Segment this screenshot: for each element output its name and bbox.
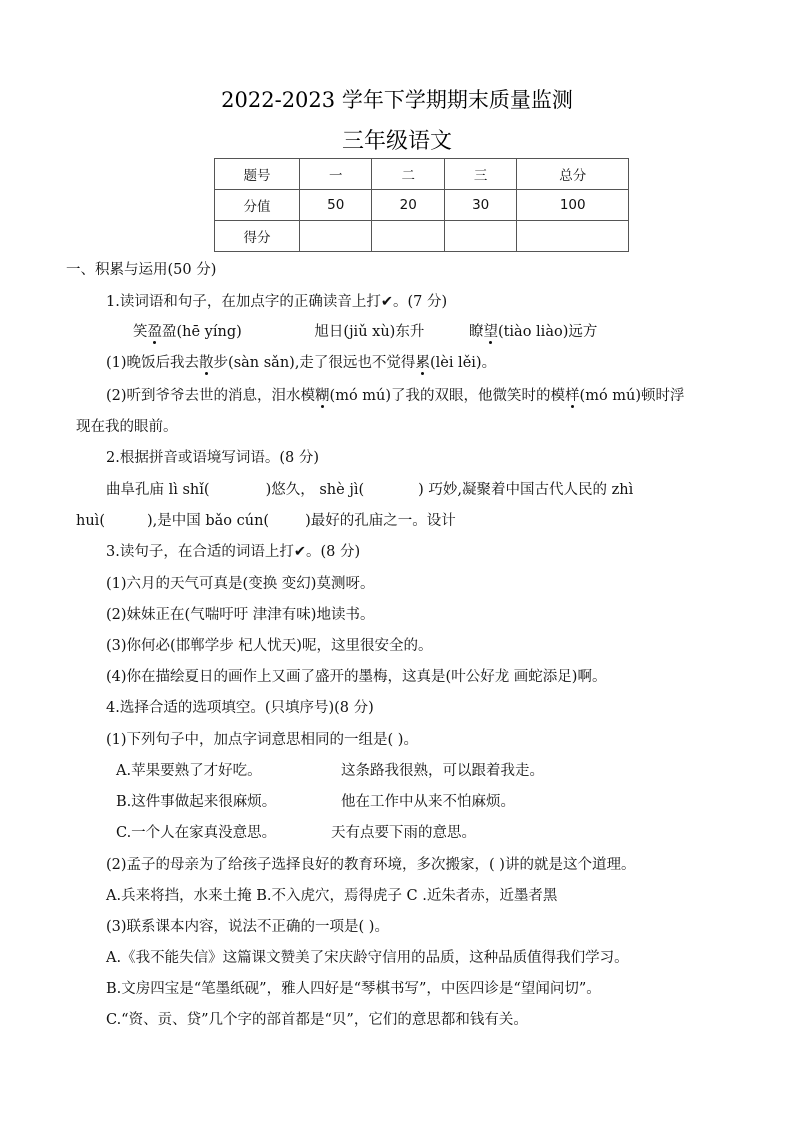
text: ),是中国 bǎo cún( (146, 513, 270, 529)
text: huì( (76, 513, 105, 529)
option-a-pair (341, 761, 544, 781)
text: (mó mú)顿时浮 (579, 388, 685, 404)
text: (2)听到爷爷去世的消息，泪水 (106, 388, 301, 404)
table-row (215, 159, 629, 190)
text: B.这件事做起来很麻烦。 (116, 794, 277, 810)
text: 天有点要下雨的意思。 (331, 825, 476, 841)
dotted-char: 望 (483, 324, 498, 340)
text: 这条路我很熟，可以跟着我走。 (341, 763, 544, 779)
table-cell: 题号 (215, 159, 300, 190)
text: 模 (300, 388, 316, 404)
question-1-sentence-2 (106, 386, 685, 406)
table-cell: 一 (300, 159, 372, 190)
question-4-option-c: C.“资、贡、贷”几个字的部首都是“贝”，它们的意思都和钱有关。 (106, 1012, 528, 1028)
text: (1)晚饭后我去 (106, 355, 200, 371)
exam-subtitle: 三年级语文 (341, 129, 452, 154)
word-text: 笑 (133, 324, 148, 340)
dotted-char: 散 (199, 355, 214, 371)
question-3-stem: 3.读句子，在合适的词语上打✔。(8 分) (106, 544, 361, 560)
text: ) 巧妙,凝聚着中国古代人民的 zhì (418, 482, 634, 498)
question-4-part-2-options: A.兵来将挡，水来土掩 B.不入虎穴，焉得虎子 C .近朱者赤，近墨者黑 (106, 888, 558, 904)
question-4-stem: 4.选择合适的选项填空。(只填序号)(8 分) (106, 700, 374, 716)
table-cell: 得分 (215, 221, 300, 252)
question-3-item: (4)你在描绘夏日的画作上又画了盛开的墨梅，这真是(叶公好龙 画蛇添足)啊。 (106, 669, 607, 685)
dotted-char: 糊 (315, 388, 330, 404)
word-text: (tiào liào)远方 (497, 324, 598, 340)
score-input-cell[interactable] (517, 221, 629, 252)
section-heading: 一、积累与运用(50 分) (66, 262, 217, 278)
text: 曲阜孔庙 lì shǐ( (106, 482, 210, 498)
score-input-cell[interactable] (372, 221, 444, 252)
table-row (215, 190, 629, 221)
text: C.一个人在家真没意思。 (116, 825, 277, 841)
text: 步(sàn sǎn),走了很远也不觉得 (213, 355, 416, 371)
question-3-item: (3)你何必(邯郸学步 杞人忧天)呢，这里很安全的。 (106, 638, 433, 654)
table-cell: 30 (444, 190, 516, 221)
question-4-part-3: (3)联系课本内容，说法不正确的一项是( )。 (106, 919, 389, 935)
table-row (215, 221, 629, 252)
option-c (116, 823, 276, 843)
option-b-pair (341, 792, 515, 812)
text: 他在工作中从来不怕麻烦。 (341, 794, 515, 810)
dotted-char: 盈 (147, 324, 162, 340)
score-input-cell[interactable] (300, 221, 372, 252)
question-1-sentence-1 (106, 353, 496, 373)
question-3-item: (1)六月的天气可真是(变换 变幻)莫测呀。 (106, 576, 375, 592)
option-c-pair (331, 823, 476, 843)
question-4-option-a: A.《我不能失信》这篇课文赞美了宋庆龄守信用的品质，这种品质值得我们学习。 (106, 950, 629, 966)
question-1-stem: 1.读词语和句子，在加点字的正确读音上打✔。(7 分) (106, 294, 448, 310)
text: A.苹果要熟了才好吃。 (116, 763, 262, 779)
exam-title: 2022-2023 学年下学期期末质量监测 (221, 88, 573, 112)
text: )悠久， (265, 482, 315, 498)
score-table (214, 158, 629, 252)
table-cell: 二 (372, 159, 444, 190)
table-cell: 三 (444, 159, 516, 190)
word-text: 盈(hē yíng) (162, 324, 242, 340)
text: shè jì( (319, 482, 365, 498)
question-2-line-1 (106, 480, 633, 500)
text: (mó mú)了我的双眼，他微笑时的模 (329, 388, 566, 404)
question-4-option-b: B.文房四宝是“笔墨纸砚”，雅人四好是“琴棋书写”，中医四诊是“望闻问切”。 (106, 981, 601, 997)
score-input-cell[interactable] (444, 221, 516, 252)
question-3-item: (2)妹妹正在(气喘吁吁 津津有味)地读书。 (106, 607, 375, 623)
table-cell: 50 (300, 190, 372, 221)
text: )最好的孔庙之一。设计 (305, 513, 456, 529)
word-text: 瞭 (468, 324, 484, 340)
option-b (116, 792, 276, 812)
question-1-sentence-2-cont: 现在我的眼前。 (76, 419, 178, 435)
option-a (116, 761, 262, 781)
text: (lèi lěi)。 (429, 355, 497, 371)
question-2-stem: 2.根据拼音或语境写词语。(8 分) (106, 450, 319, 466)
dotted-char: 样 (565, 388, 580, 404)
table-cell: 分值 (215, 190, 300, 221)
dotted-char: 累 (415, 355, 430, 371)
question-2-line-2 (76, 511, 456, 531)
question-4-part-2: (2)孟子的母亲为了给孩子选择良好的教育环境，多次搬家，( )讲的就是这个道理。 (106, 857, 636, 873)
word-text: 旭日(jiǔ xù)东升 (314, 324, 425, 340)
table-cell: 100 (517, 190, 629, 221)
table-cell: 20 (372, 190, 444, 221)
question-1-words (133, 322, 597, 342)
table-cell: 总分 (517, 159, 629, 190)
question-4-part-1: (1)下列句子中，加点字词意思相同的一组是( )。 (106, 732, 418, 748)
